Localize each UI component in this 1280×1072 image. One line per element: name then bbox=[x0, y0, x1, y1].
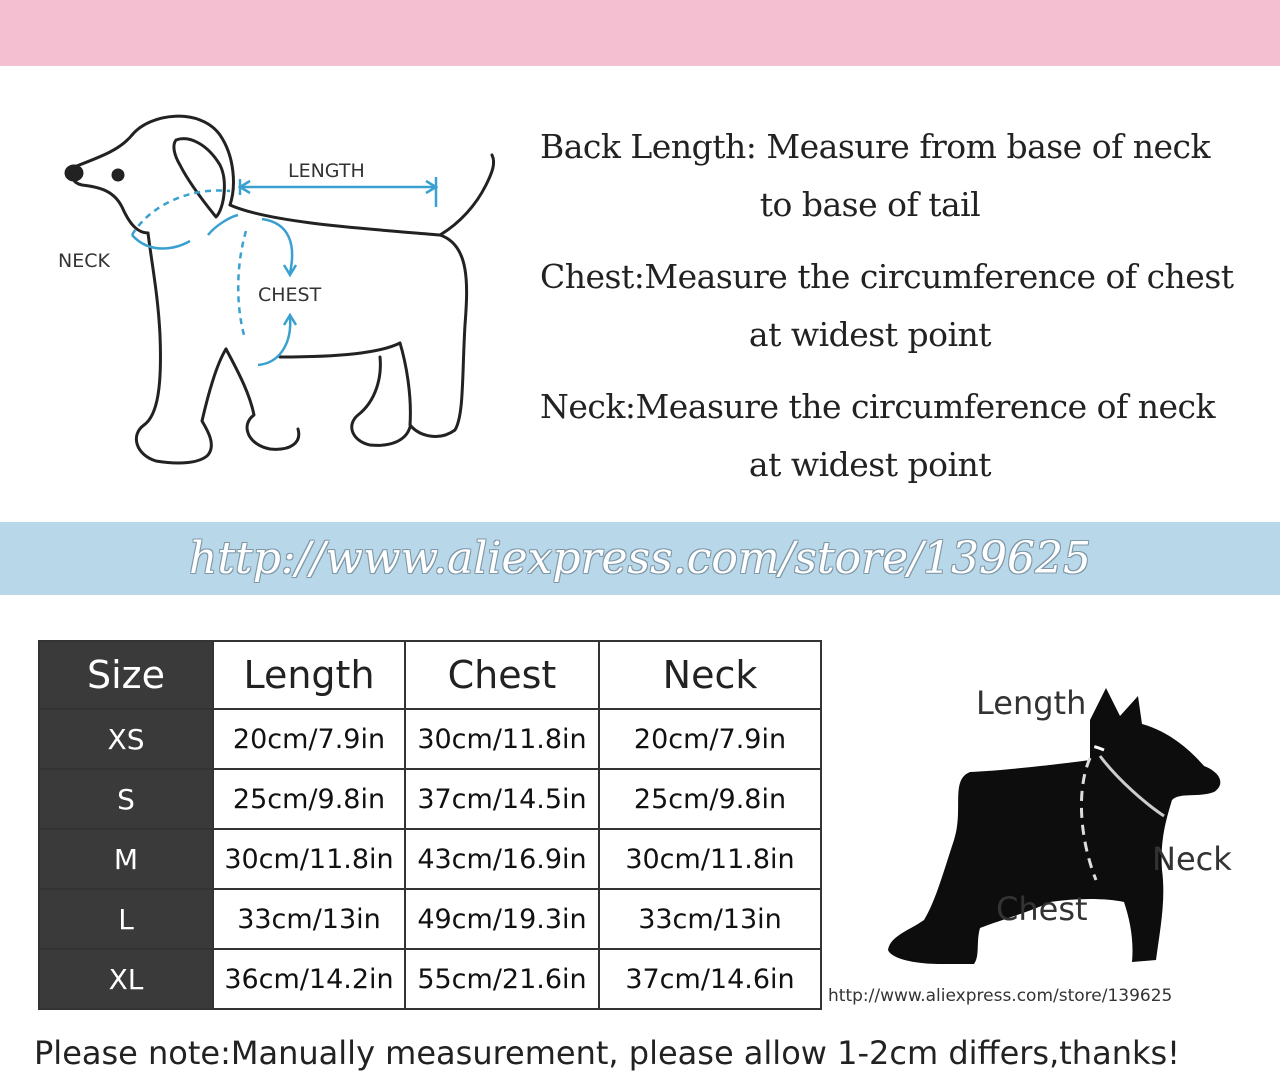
length-diagram-label: LENGTH bbox=[288, 160, 365, 182]
length-cell: 20cm/7.9in bbox=[213, 709, 405, 769]
terrier-silhouette-illustration bbox=[880, 680, 1260, 980]
chest-diagram-label: CHEST bbox=[258, 284, 322, 306]
dog-snout-outline bbox=[71, 135, 148, 233]
table-row bbox=[39, 889, 821, 949]
chest-cell: 55cm/21.6in bbox=[405, 949, 599, 1009]
header-length: Length bbox=[213, 641, 405, 709]
measurement-instructions bbox=[540, 118, 1234, 494]
chest-line1: Chest:Measure the circumference of chest bbox=[540, 257, 1234, 296]
chest-cell: 43cm/16.9in bbox=[405, 829, 599, 889]
measurement-note: Please note:Manually measurement, please allow 1-2cm differs,thanks! bbox=[34, 1034, 1180, 1072]
store-url-watermark: http://www.aliexpress.com/store/139625 bbox=[189, 533, 1091, 584]
neck-diagram-label: NECK bbox=[58, 250, 110, 272]
chest-cell: 37cm/14.5in bbox=[405, 769, 599, 829]
dog-measurement-illustration bbox=[40, 95, 520, 495]
table-row bbox=[39, 829, 821, 889]
header-neck: Neck bbox=[599, 641, 821, 709]
size-cell: L bbox=[39, 889, 213, 949]
dog-ear-outline bbox=[174, 139, 224, 217]
table-header-row bbox=[39, 641, 821, 709]
dog-front-leg-outline bbox=[136, 233, 226, 463]
neck-arrow-curve bbox=[132, 235, 190, 249]
neck-arrow-curve2 bbox=[208, 215, 238, 235]
dog-nose bbox=[66, 166, 82, 180]
chest-arrow-top bbox=[262, 219, 292, 273]
size-cell: S bbox=[39, 769, 213, 829]
dog-eye bbox=[113, 170, 123, 180]
chest-line2: at widest point bbox=[748, 315, 992, 354]
chest-cell: 49cm/19.3in bbox=[405, 889, 599, 949]
terrier-neck-label: Neck bbox=[1152, 840, 1232, 878]
table-row bbox=[39, 769, 821, 829]
dog-tail-outline bbox=[440, 155, 494, 235]
chest-cell: 30cm/11.8in bbox=[405, 709, 599, 769]
neck-line2: at widest point bbox=[748, 445, 992, 484]
size-cell: M bbox=[39, 829, 213, 889]
dog-hind-leg-outline bbox=[352, 357, 410, 445]
neck-cell: 25cm/9.8in bbox=[599, 769, 821, 829]
neck-cell: 37cm/14.6in bbox=[599, 949, 821, 1009]
header-size: Size bbox=[39, 641, 213, 709]
dog-belly-outline bbox=[280, 343, 400, 357]
size-cell: XS bbox=[39, 709, 213, 769]
dog-back-outline bbox=[230, 205, 467, 436]
neck-cell: 30cm/11.8in bbox=[599, 829, 821, 889]
header-chest: Chest bbox=[405, 641, 599, 709]
length-cell: 36cm/14.2in bbox=[213, 949, 405, 1009]
length-cell: 33cm/13in bbox=[213, 889, 405, 949]
store-url-banner bbox=[0, 522, 1280, 595]
neck-line1: Neck:Measure the circumference of neck bbox=[540, 387, 1215, 426]
length-cell: 25cm/9.8in bbox=[213, 769, 405, 829]
back-length-line2: to base of tail bbox=[759, 185, 981, 224]
terrier-chest-label: Chest bbox=[996, 890, 1088, 928]
table-row bbox=[39, 949, 821, 1009]
length-cell: 30cm/11.8in bbox=[213, 829, 405, 889]
neck-cell: 33cm/13in bbox=[599, 889, 821, 949]
size-cell: XL bbox=[39, 949, 213, 1009]
chest-dashed-loop bbox=[238, 231, 246, 335]
pink-header-band bbox=[0, 0, 1280, 66]
size-chart-table bbox=[38, 640, 822, 1010]
terrier-length-label: Length bbox=[976, 684, 1087, 722]
neck-cell: 20cm/7.9in bbox=[599, 709, 821, 769]
store-url-small: http://www.aliexpress.com/store/139625 bbox=[828, 986, 1173, 1006]
back-length-line1: Back Length: Measure from base of neck bbox=[540, 127, 1211, 166]
table-row bbox=[39, 709, 821, 769]
